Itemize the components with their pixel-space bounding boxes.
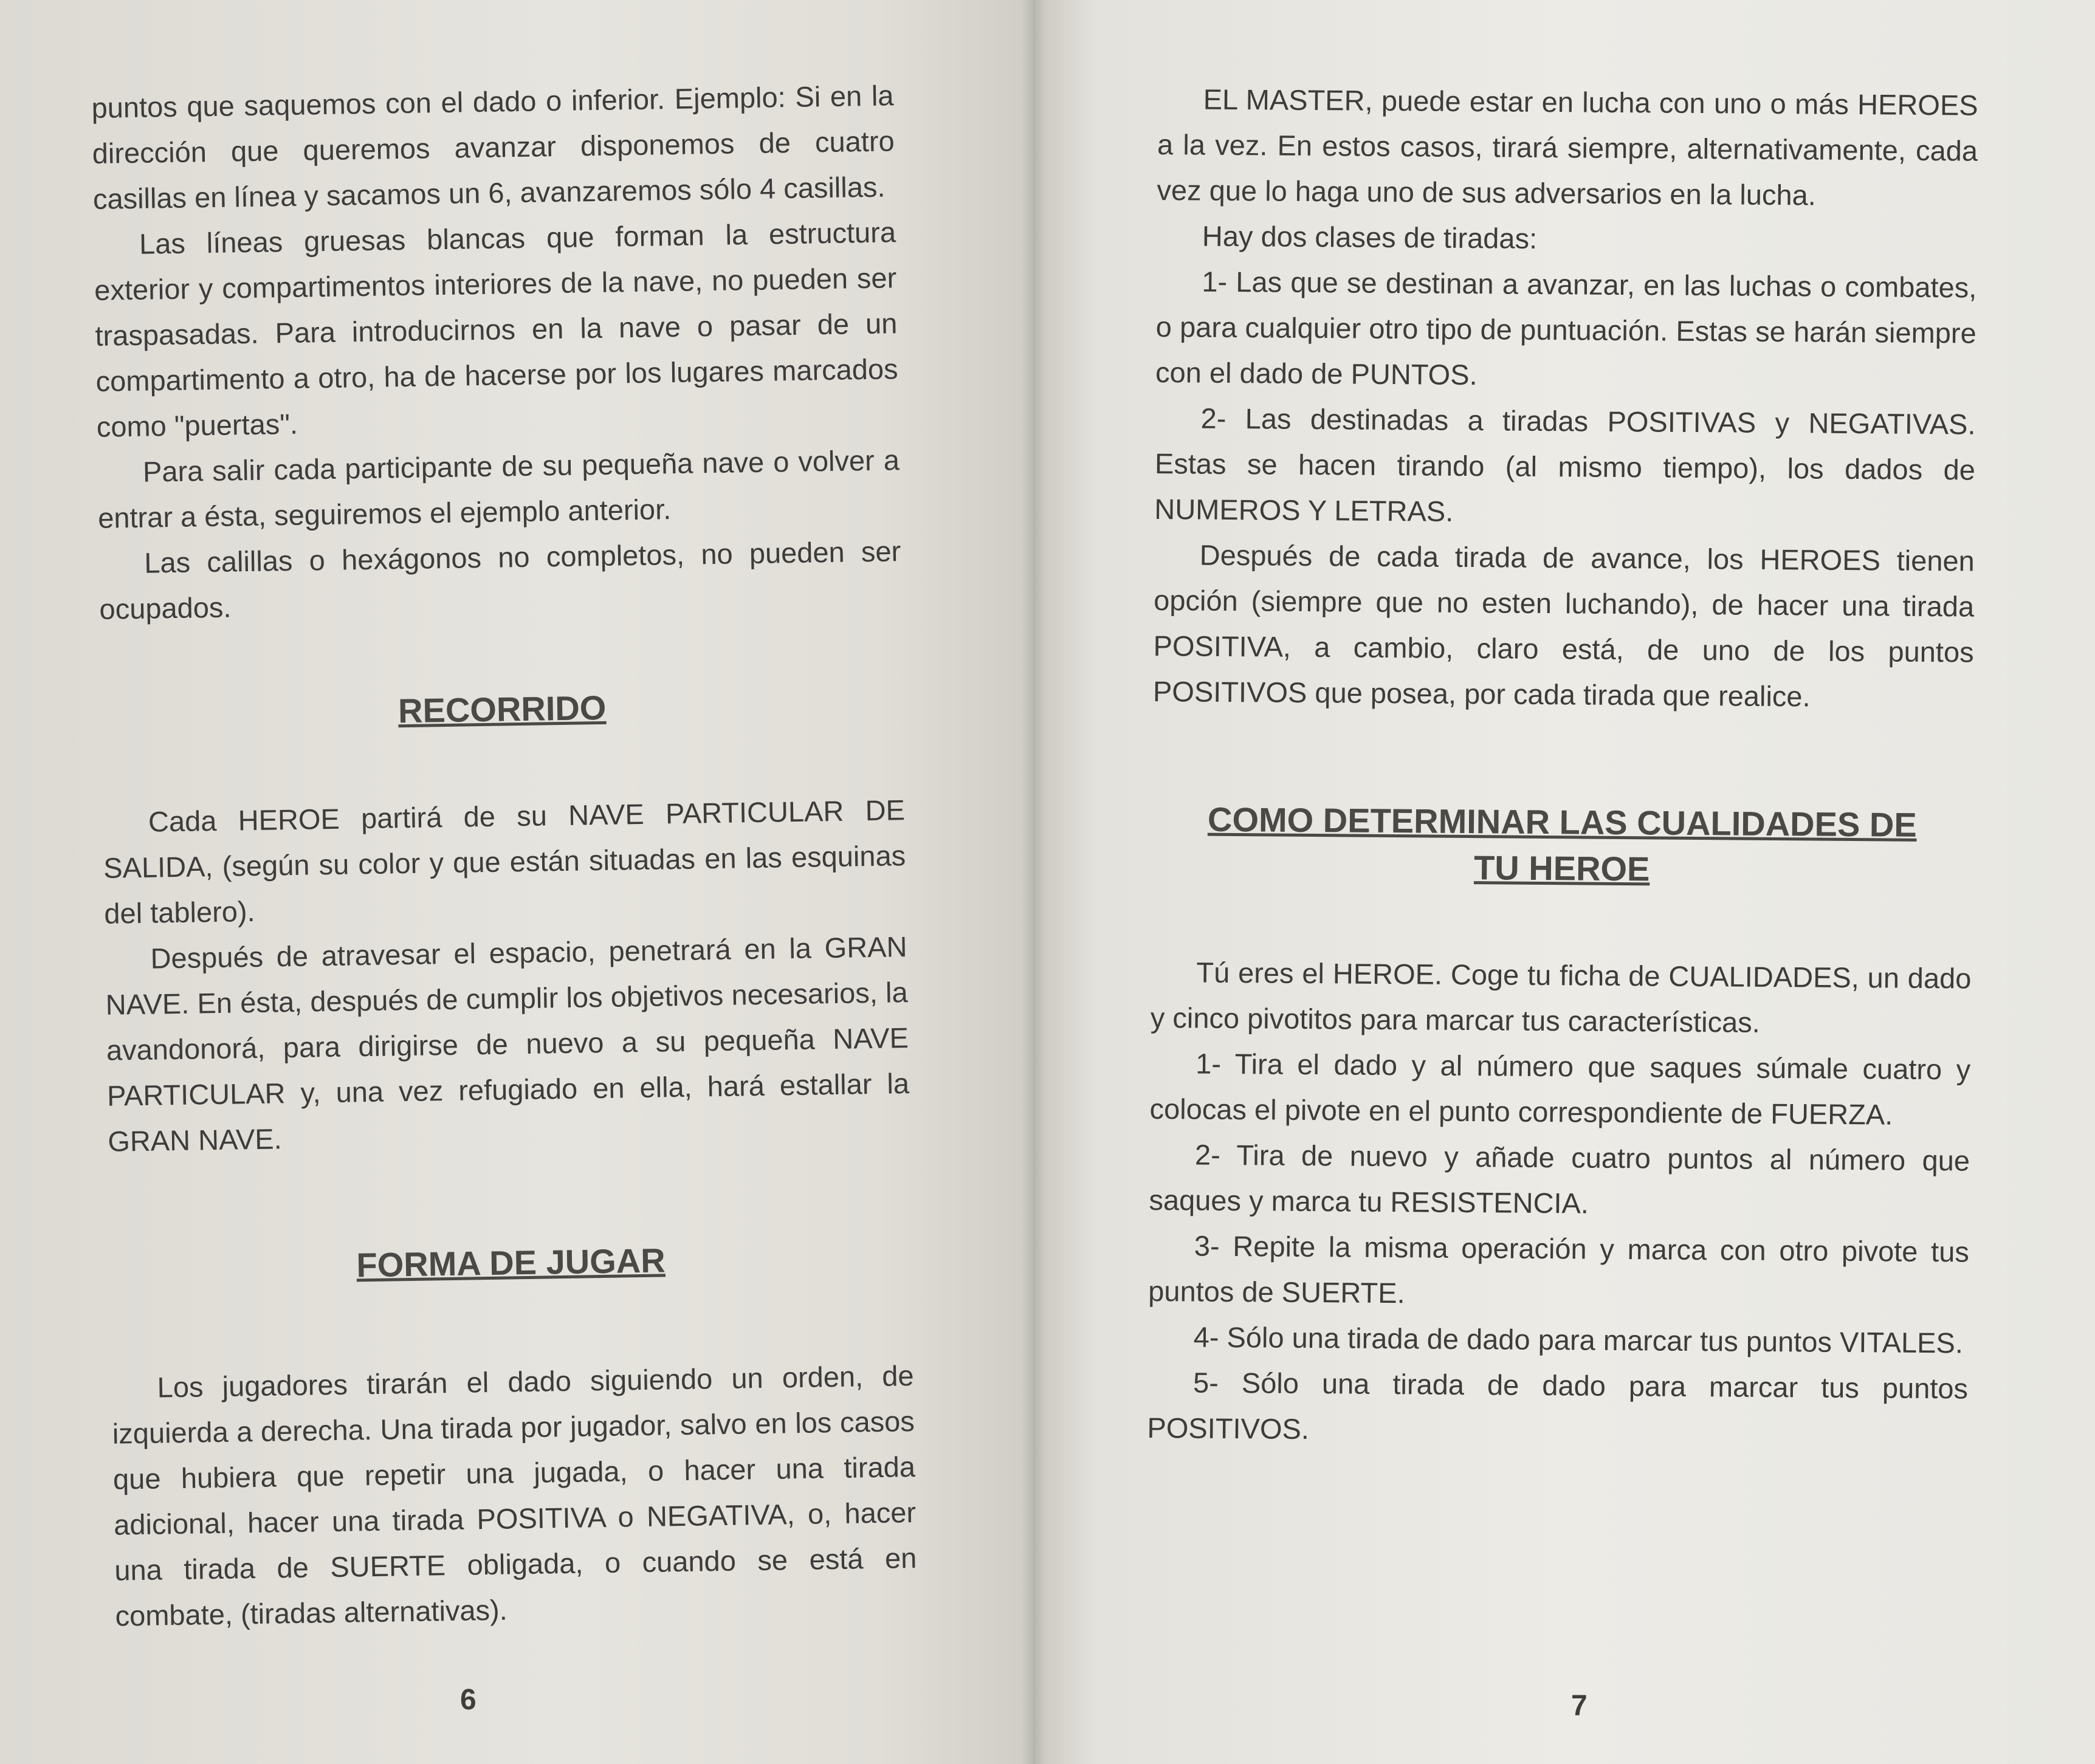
paragraph: EL MASTER, puede estar en lucha con uno o más HEROES a la vez. En estos casos, tirará siempre, alternativamente, cada vez que lo haga uno de sus adversarios en la lucha. — [1157, 83, 1978, 211]
paragraph: 4- Sólo una tirada de dado para marcar tus puntos VITALES. — [1193, 1320, 1964, 1359]
right-text-column — [1147, 76, 1978, 1457]
book-gutter — [1021, 0, 1045, 1764]
page-number: 7 — [1571, 1690, 1588, 1722]
heading-forma-de-jugar: FORMA DE JUGAR — [356, 1241, 666, 1285]
paragraph: 5- Sólo una tirada de dado para marcar tus puntos POSITIVOS. — [1147, 1366, 1969, 1446]
heading-cualidades — [1151, 796, 1972, 895]
right-page — [1033, 0, 2095, 1764]
heading-recorrido: RECORRIDO — [397, 688, 607, 730]
paragraph: Después de atravesar el espacio, penetrará en la GRAN NAVE. En ésta, después de cumplir los objetivos necesarios, la avandonorá, para dirigirse de nuevo a su pequeña NAVE PARTICULAR y, una vez refugiado en ella, hará estallar la GRAN NAVE. — [105, 930, 910, 1158]
paragraph: Las calillas o hexágonos no completos, no pueden ser ocupados. — [99, 535, 901, 625]
paragraph: Después de cada tirada de avance, los HEROES tienen opción (siempre que no esten luchando), de hacer una tirada POSITIVA, a cambio, claro está, de uno de los puntos POSITIVOS que posea, por cada tirada que realice. — [1152, 538, 1975, 713]
paragraph: Tú eres el HEROE. Coge tu ficha de CUALIDADES, un dado y cinco pivotitos para marcar tus características. — [1150, 956, 1972, 1038]
paragraph: 1- Las que se destinan a avanzar, en las luchas o combates, o para cualquier otro tipo de puntuación. Estas se harán siempre con el dado de PUNTOS. — [1155, 265, 1977, 391]
left-text-column — [91, 72, 918, 1638]
paragraph: 2- Tira de nuevo y añade cuatro puntos al número que saques y marca tu RESISTENCIA. — [1149, 1138, 1970, 1220]
paragraph: Hay dos clases de tiradas: — [1202, 219, 1538, 255]
paragraph: Cada HEROE partirá de su NAVE PARTICULAR DE SALIDA, (según su color y que están situadas en las esquinas del tablero). — [103, 794, 906, 930]
left-page — [0, 0, 1033, 1764]
paragraph: Para salir cada participante de su pequeña nave o volver a entrar a ésta, seguiremos el ejemplo anterior. — [97, 444, 900, 534]
paragraph: 3- Repite la misma operación y marca con otro pivote tus puntos de SUERTE. — [1148, 1229, 1970, 1309]
paragraph: puntos que saquemos con el dado o inferior. Ejemplo: Si en la dirección que queremos avanzar disponemos de cuatro casillas en línea y sacamos un 6, avanzaremos sólo 4 casillas. — [91, 79, 895, 215]
paragraph: 1- Tira el dado y al número que saques súmale cuatro y colocas el pivote en el punto correspondiente de FUERZA. — [1149, 1047, 1971, 1131]
paragraph: 2- Las destinadas a tiradas POSITIVAS y NEGATIVAS. Estas se hacen tirando (al mismo tiempo), los dados de NUMEROS Y LETRAS. — [1154, 402, 1976, 527]
heading-line: TU HEROE — [1473, 848, 1650, 888]
page-number: 6 — [460, 1684, 476, 1716]
paragraph: Las líneas gruesas blancas que forman la estructura exterior y compartimentos interiores de la nave, no pueden ser traspasadas. Para introducirnos en la nave o pasar de un compartimento a otro, ha de hacerse por los lugares marcados como "puertas". — [94, 216, 898, 443]
paragraph: Los jugadores tirarán el dado siguiendo un orden, de izquierda a derecha. Una tirada por jugador, salvo en los casos que hubiera que repetir una jugada, o hacer una tirada adicional, hacer una tirada POSITIVA o NEGATIVA, o, hacer una tirada de SUERTE obligada, o cuando se está en combate, (tiradas alternativas). — [112, 1359, 917, 1632]
heading-line: COMO DETERMINAR LAS CUALIDADES DE — [1207, 800, 1917, 844]
